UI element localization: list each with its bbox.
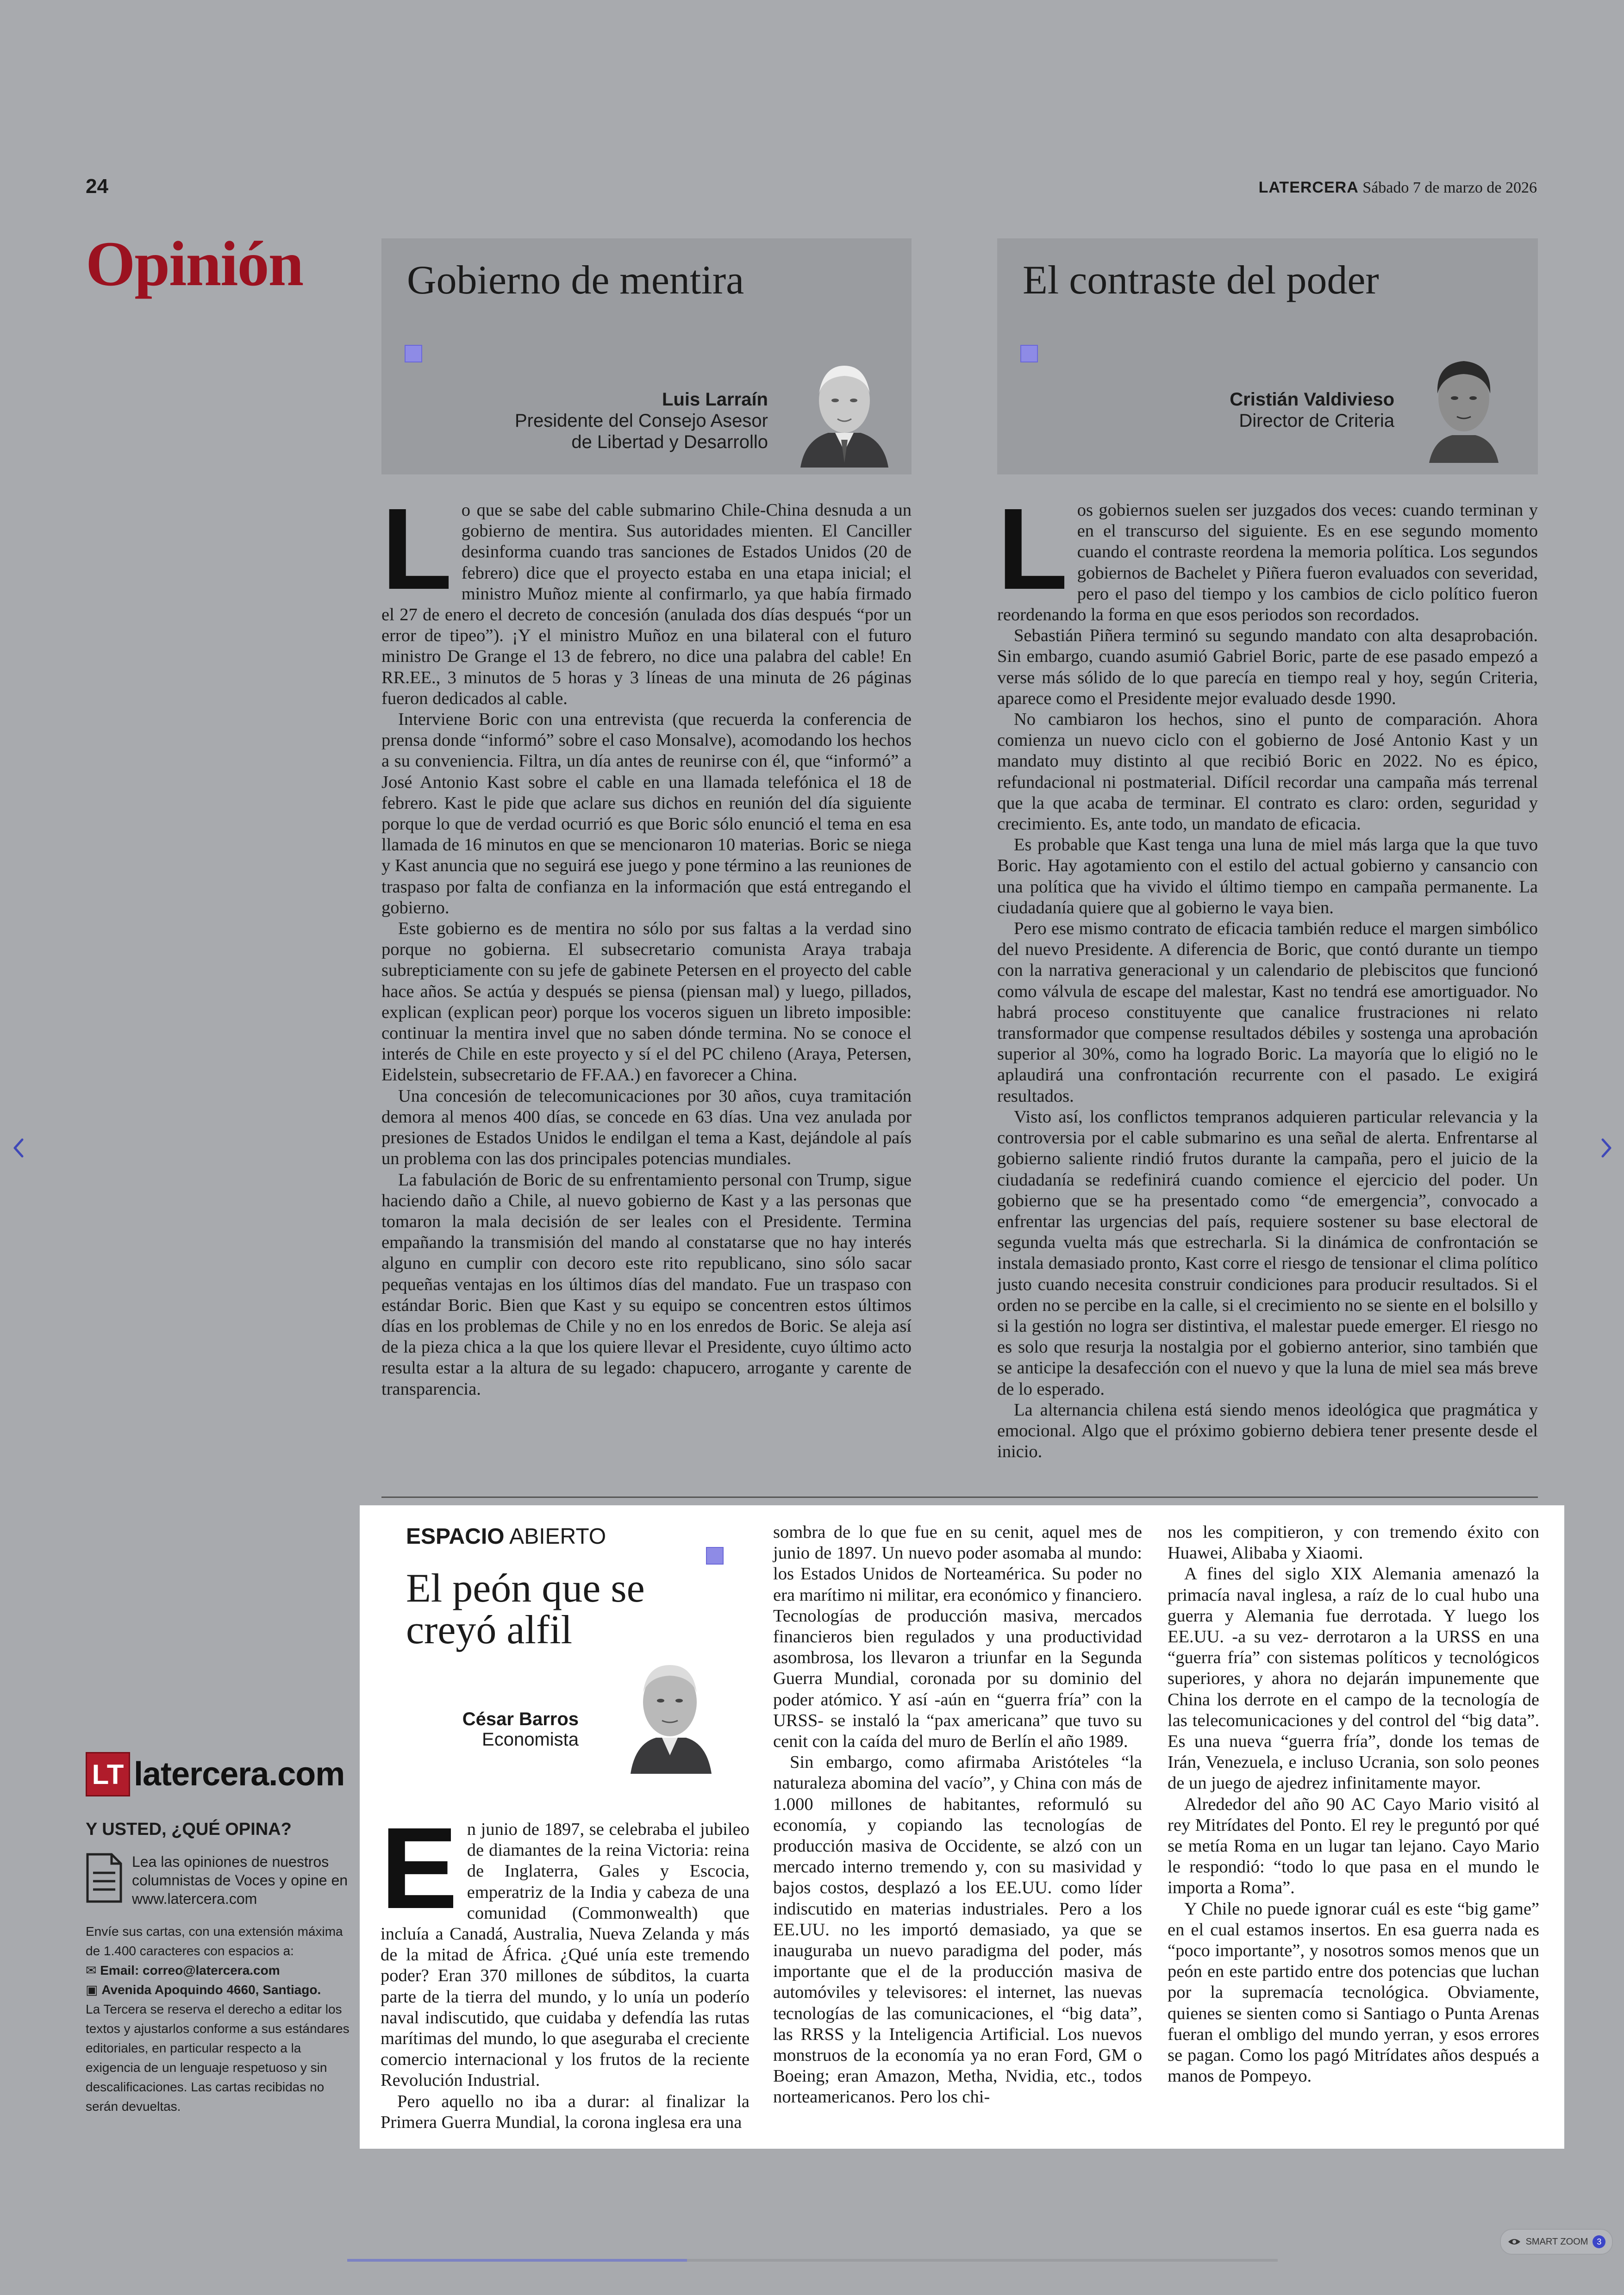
paragraph: No cambiaron los hechos, sino el punto de comparación. Ahora comienza un nuevo ciclo con el gobierno de José Antonio Kast y un mandato muy distinto al que recibió Boric en 2022. No es épico, refundacional ni postmaterial. Difícil recordar una campaña más terrenal que la que acaba de terminar. El contrato es claro: orden, seguridad y crecimiento. Es, ante todo, un mandato de eficacia.: [997, 710, 1538, 834]
chevron-right-icon[interactable]: [1597, 1134, 1616, 1162]
author-block: [515, 389, 768, 453]
site-name: latercera.com: [134, 1756, 345, 1793]
eye-icon: [1507, 2237, 1521, 2246]
masthead-date: Sábado 7 de marzo de 2026: [1362, 179, 1537, 196]
sidebar-read: [86, 1852, 356, 1908]
send-text: Envíe sus cartas, con una extensión máxima de 1.400 caracteres con espacios a:: [86, 1924, 343, 1958]
espacio-column: [381, 1803, 750, 2133]
paragraph: La alternancia chilena está siendo menos ideológica que pragmática y emocional. Algo que el próximo gobierno debiera tener presente desde el inicio.: [997, 1400, 1538, 1462]
paragraph: Sin embargo, como afirmaba Aristóteles “la naturaleza abomina del vacío”, y China con más de 1.000 millones de habitantes, reformuló su economía, y copiando las tecnologías de producción masiva de Occidente, se alzó con un mercado interno tremendo y, con su masividad y bajos costos, desplazó a los EE.UU. como líder indiscutido en materias industriales. Pero a los EE.UU. no les importó demasiado, ya que se inauguraba un nuevo paradigma del poder, más importante que el de la producción masiva de automóviles y televisores: el internet, las nuevas tecnologías de las comunicaciones, el “big data”, las RRSS y la Inteligencia Artificial. Los nuevos monstruos de la economía ya no eran Ford, GM o Boeing; eran Amazon, Metha, Nvidia, etc., todos norteamericanos. Pero los chi-: [773, 1752, 1142, 2107]
section-title: Opinión: [86, 228, 303, 299]
chevron-left-icon[interactable]: [9, 1134, 28, 1162]
column-header-gobierno: [381, 238, 912, 474]
latercera-logo[interactable]: [86, 1752, 356, 1796]
sidebar-read-text: Lea las opiniones de nuestros columnistas de Voces y opine en www.latercera.com: [132, 1853, 348, 1907]
paragraph: La fabulación de Boric de su enfrentamiento personal con Trump, sigue haciendo daño a Chile, al nuevo gobierno de Kast y a las personas que tomaron la mala decisión de ser leales con el Presidente. Termina empañando la transmisión del mando al constatarse que no hay interés alguno en cumplir con decoro este rito republicano, sino sólo sacar pequeñas ventajas en los últimos días del mandato. Fue un traspaso con estándar Boric. Bien que Kast y su equipo se concentren estos últimos días en los problemas de Chile y no en los enredos de Boric. Se aleja así de la pieza chica a la que los quiere llevar el Presidente, cuyo último acto resulta estar a la altura de su legado: chapucero, arrogante y carente de transparencia.: [381, 1170, 912, 1399]
mailbox-icon: ▣: [86, 1983, 102, 1997]
smart-zoom-label: SMART ZOOM: [1525, 2236, 1588, 2247]
author-block: [1230, 389, 1394, 431]
column-title: Gobierno de mentira: [407, 258, 744, 303]
paragraph: Sebastián Piñera terminó su segundo mandato con alta desaprobación. Sin embargo, cuando asumió Gabriel Boric, parte de ese pasado empezó a verse más sólido de lo que parecía en tiempo real y hoy, según Criteria, aparece como el Presidente mejor evaluado desde 1990.: [997, 626, 1538, 708]
paragraph: o que se sabe del cable submarino Chile-China desnuda a un gobierno de mentira. Sus autoridades mienten. El Canciller desinforma cuando tras sanciones de Estados Unidos (20 de febrero) dice que el proyecto estaba en una etapa inicial; el ministro Muñoz miente al confirmarlo, ya que había firmado el 27 de enero el decreto de concesión (anulada dos días después “por un error de tipeo”). ¡Y el ministro Muñoz en una bilateral con el futuro ministro De Grange el 13 de febrero, no dice una palabra del cable! En RR.EE., 3 minutos de 5 horas y 3 líneas de una minuta de 26 páginas fueron dedicados al cable.: [381, 500, 912, 708]
article-marker-icon[interactable]: [405, 345, 422, 362]
mail-icon: ✉: [86, 1963, 100, 1977]
author-role: Presidente del Consejo Asesor: [515, 411, 768, 431]
dropcap: L: [381, 484, 452, 613]
author-portrait: [621, 1649, 718, 1774]
document-icon: [86, 1852, 123, 1903]
espacio-kicker: [406, 1524, 606, 1549]
section-divider: [381, 1497, 1538, 1498]
masthead-brand: LATERCERA: [1258, 179, 1359, 196]
author-portrait: [1415, 347, 1512, 463]
paragraph: os gobiernos suelen ser juzgados dos veces: cuando terminan y en el transcurso del siguiente. Es en ese segundo momento cuando el contraste reordena la memoria política. Los segundos gobiernos de Bachelet y Piñera fueron evaluados con severidad, pero el paso del tiempo y los cambios de ciclo político fueron reordenando la forma en que esos periodos son recordados.: [997, 500, 1538, 625]
paragraph: sombra de lo que fue en su cenit, aquel mes de junio de 1897. Un nuevo poder asomaba al mundo: los Estados Unidos de Norteamérica. Su poder no era marítimo ni militar, era económico y financiero. Tecnologías de producción masiva, mercados financieros bien regulados y una productividad asombrosa, los llevaron a triunfar en la Segunda Guerra Mundial, coronada por su dominio del poder atómico. Y así -aún en “guerra fría” con la URSS- se instaló la “pax americana” que tuvo su cenit con la caída del muro de Berlín el año 1989.: [773, 1522, 1143, 1752]
smart-zoom-count: 3: [1593, 2235, 1605, 2248]
paragraph: Pero ese mismo contrato de eficacia también reduce el margen simbólico del nuevo Presidente. A diferencia de Boric, que contó durante un tiempo con la narrativa generacional y un calendario de plebiscitos que funcionó como válvula de escape del malestar, Kast no tendrá ese amortiguador. No habrá proceso constituyente que canalice frustraciones ni relato transformador que compense resultados débiles y sostenga una aprobación superior al 30%, como ha logrado Boric. La mayoría que lo eligió no le aplaudirá una confrontación recurrente con el pasado. Le exigirá resultados.: [997, 919, 1538, 1106]
paragraph: Y Chile no puede ignorar cuál es este “big game” en el cual estamos insertos. En esa guerra nada es “poco importante”, y nosotros somos menos que un peón en este partido entre dos potencias que luchan por la supremacía tecnológica. Obviamente, quienes se sienten como si Santiago o Punta Arenas fueran el ombligo del mundo yerran, y esos errores se pagan. Como los pagó Mitrídates años después a manos de Pompeyo.: [1168, 1899, 1539, 2086]
lt-logo-mark: LT: [86, 1752, 130, 1796]
column-body: [997, 484, 1538, 1462]
paragraph: Alrededor del año 90 AC Cayo Mario visitó al rey Mitrídates del Ponto. El rey le preguntó por qué se metía Roma en un lugar tan lejano. Cayo Mario le respondió: “todo lo que pasa en el mundo le importa a Roma”.: [1168, 1794, 1539, 1898]
paragraph: A fines del siglo XIX Alemania amenazó la primacía naval inglesa, a raíz de lo cual hubo una guerra y Alemania fue derrotada. Y luego los EE.UU. -a su vez- derrotaron a la URSS en una “guerra fría” con sistemas políticos y tecnológicos superiores, y ahora no dejarán impunemente que China los derrote en el campo de la tecnología de las telecomunicaciones y del control del “big data”. Es una nueva “guerra fría”, donde los temas de Irán, Venezuela, e incluso Ucrania, son solo peones de un juego de ajedrez infinitamente mayor.: [1168, 1564, 1539, 1793]
column-header-contraste: [997, 238, 1538, 474]
sidebar-instructions: [86, 1922, 356, 2116]
author-name: César Barros: [462, 1709, 579, 1729]
article-marker-icon[interactable]: [706, 1547, 724, 1565]
author-block: [360, 1709, 579, 1750]
dropcap: L: [997, 484, 1068, 613]
sidebar-question: Y USTED, ¿QUÉ OPINA?: [86, 1820, 292, 1839]
masthead: [1259, 179, 1537, 197]
author-role: de Libertad y Desarrollo: [571, 432, 768, 452]
kicker-rest: ABIERTO: [509, 1524, 606, 1549]
paragraph: Interviene Boric con una entrevista (que recuerda la conferencia de prensa donde “informó” sobre el caso Monsalve), acomodando los hechos a su conveniencia. Filtra, un día antes de reunirse con él, que “informó” a José Antonio Kast sobre el cable en una llamada telefónica el 18 de febrero. Kast le pide que aclare sus dichos en reunión del día siguiente porque lo que de verdad ocurrió es que Boric sólo enunció el tema en esa llamada de 16 minutos en que se mencionaron 10 materias. Boric se niega y Kast anuncia que no seguirá ese juego y pone término a las reuniones de traspaso por falta de confianza en la información que está entregando el gobierno.: [381, 710, 912, 917]
page-number: 24: [86, 175, 108, 198]
smart-zoom-button[interactable]: [1500, 2229, 1613, 2255]
paragraph: n junio de 1897, se celebraba el jubileo de diamantes de la reina Victoria: reina de Inglaterra, Gales y Escocia, emperatriz de la India y cabeza de una comunidad (Commonwealth) que incluía a Canadá, Australia, Nueva Zelanda y más de la mitad de África. ¿Qué unía este tremendo poder? Eran 370 millones de súbditos, la cuarta parte de la tierra del mundo, y lo unía un poderío naval indiscutido, que cuidaba y defendía las rutas marítimas del mundo, lo que aseguraba el creciente comercio internacional y los frutos de la reciente Revolución Industrial.: [381, 1820, 750, 2090]
paragraph: nos les compitieron, y con tremendo éxito con Huawei, Alibaba y Xiaomi.: [1168, 1522, 1539, 1563]
progress-fill: [347, 2259, 687, 2262]
author-name: Luis Larraín: [662, 389, 768, 410]
kicker-bold: ESPACIO: [406, 1524, 505, 1549]
column-title: El contraste del poder: [1023, 258, 1379, 303]
column-body: [381, 484, 912, 1400]
sidebar-letters: [86, 1752, 356, 2116]
dropcap: E: [381, 1803, 458, 1933]
paragraph: Pero aquello no iba a durar: al finalizar la Primera Guerra Mundial, la corona inglesa era una: [381, 2091, 750, 2132]
paragraph: Este gobierno es de mentira no sólo por sus faltas a la verdad sino porque no gobierna. El subsecretario comunista Araya trabaja subrepticiamente con su jefe de gabinete Petersen en el proyecto del cable hace años. Se actúa y después se piensa (piensan mal) y luego, pillados, explican (explican peor) porque los voceros siguen un libreto imposible: continuar la mentira invel que no saben dónde termina. No se conoce el interés de Chile en este proyecto y sí el del PC chileno (Araya, Petersen, Eidelstein, subsecretario de FF.AA.) en favorecer a China.: [381, 919, 912, 1085]
paragraph: Visto así, los conflictos tempranos adquieren particular relevancia y la controversia por el cable submarino es una señal de alerta. Enfrentarse al gobierno saliente rindió frutos durante la campaña, pero el juicio de la ciudadanía se redefinirá cuando comience el ejercicio del poder. Un gobierno que se ha presentado como “de emergencia”, convocado a enfrentar las urgencias del país, requiere sostener su base electoral de segunda vuelta más que estrecharla. Si la dinámica de confrontación se instala demasiado pronto, Kast corre el riesgo de tensionar el clima político justo cuando necesita construir condiciones para producir resultados. Si el orden no se percibe en la calle, si el crecimiento no se siente en el bolsillo y si la gestión no logra ser distintiva, el malestar puede emerger. El riesgo no es solo que resurja la nostalgia por el gobierno anterior, sino también que se anticipe la desafección con el nuevo y que la luna de miel sea más breve de lo esperado.: [997, 1107, 1538, 1399]
author-role: Director de Criteria: [1239, 411, 1394, 431]
author-name: Cristián Valdivieso: [1230, 389, 1394, 410]
email[interactable]: Email: correo@latercera.com: [100, 1963, 280, 1977]
article-marker-icon[interactable]: [1020, 345, 1038, 362]
espacio-abierto-box: [360, 1505, 1564, 2149]
author-portrait: [796, 352, 893, 468]
espacio-column: [773, 1522, 1142, 2108]
author-role: Economista: [482, 1729, 579, 1750]
espacio-title: El peón que se creyó alfil: [406, 1566, 645, 1653]
address: Avenida Apoquindo 4660, Santiago.: [101, 1983, 321, 1997]
espacio-column: [1168, 1522, 1539, 2087]
paragraph: Es probable que Kast tenga una luna de miel más larga que la que tuvo Boric. Hay agotamiento con el estilo del actual gobierno y cansancio con una política que ha vivido el último tiempo en campaña permanente. La ciudadanía quiere que al gobierno le vaya bien.: [997, 835, 1538, 917]
disclaimer: La Tercera se reserva el derecho a editar los textos y ajustarlos conforme a sus estándares editoriales, en particular respecto a la exigencia de un lenguaje respetuoso y sin descalificaciones. Las cartas recibidas no serán devueltas.: [86, 2002, 350, 2114]
paragraph: Una concesión de telecomunicaciones por 30 años, cuya tramitación demora al menos 400 días, se concede en 63 días. Una vez anulada por presiones de Estados Unidos le endilgan el tema a Kast, dejándole al país un problema con las dos principales potencias mundiales.: [381, 1086, 912, 1169]
